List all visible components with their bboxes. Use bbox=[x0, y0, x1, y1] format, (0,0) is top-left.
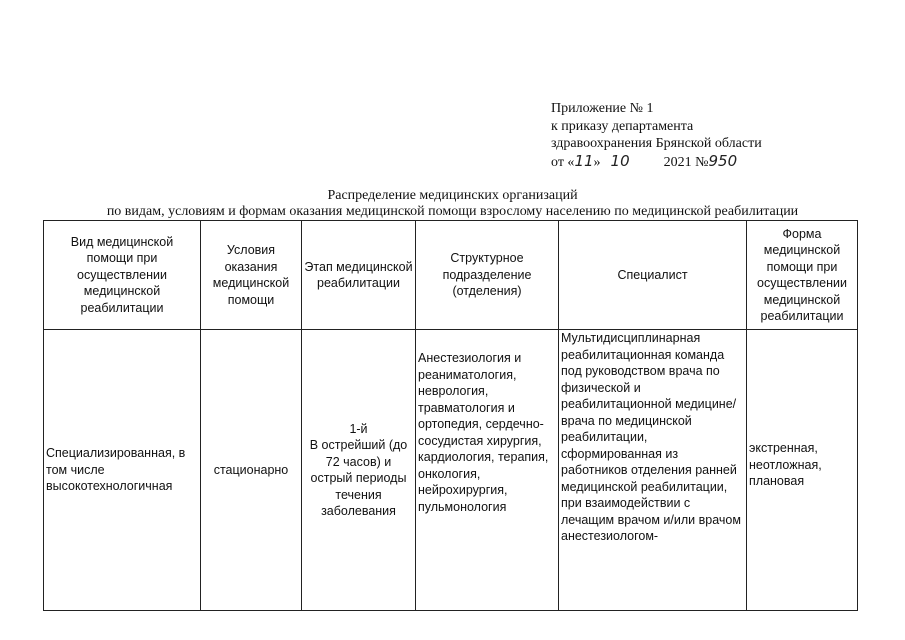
cell-units: Анестезиология и реаниматология, неврология, травматология и ортопедия, сердечно-сосудистая хирургия, кардиология, терапия, онкология, нейрохирургия, пульмонология bbox=[416, 330, 559, 611]
date-year: 2021 № bbox=[663, 154, 709, 170]
header-conditions: Условия оказания медицинской помощи bbox=[201, 221, 302, 330]
cell-stage bbox=[302, 330, 416, 611]
document-title bbox=[40, 188, 865, 219]
date-day-handwritten: 11 bbox=[574, 151, 594, 170]
order-number-handwritten: 950 bbox=[708, 151, 738, 170]
title-line-2: по видам, условиям и формам оказания медицинской помощи взрослому населению по медицинской реабилитации bbox=[106, 203, 799, 219]
header-care-type: Вид медицинской помощи при осуществлении медицинской реабилитации bbox=[44, 221, 201, 330]
header-stage: Этап медицинской реабилитации bbox=[302, 221, 416, 330]
date-mid: » bbox=[593, 154, 601, 170]
cell-specialist: Мультидисциплинарная реабилитационная команда под руководством врача по физической и реабилитационной медицине/ врача по медицинской реабилитации, сформированная из работников отделения ранней медицинской реабилитации, при взаимодействии с лечащим врачом и/или врачом анестезиологом- bbox=[559, 330, 747, 611]
header-specialist: Специалист bbox=[559, 221, 747, 330]
stage-number: 1-й bbox=[349, 421, 368, 436]
table-row bbox=[44, 330, 858, 611]
cell-form: экстренная, неотложная, плановая bbox=[747, 330, 858, 611]
appendix-line-3: здравоохранения Брянской области bbox=[551, 136, 762, 151]
date-prefix: от « bbox=[551, 154, 575, 170]
table-header-row bbox=[44, 221, 858, 330]
header-form: Форма медицинской помощи при осуществлении медицинской реабилитации bbox=[747, 221, 858, 330]
appendix-block bbox=[551, 100, 762, 171]
title-line-1: Распределение медицинских организаций bbox=[327, 188, 578, 203]
distribution-table bbox=[43, 220, 858, 611]
header-units: Структурное подразделение (отделения) bbox=[416, 221, 559, 330]
cell-conditions: стационарно bbox=[201, 330, 302, 611]
appendix-line-1: Приложение № 1 bbox=[551, 101, 654, 116]
stage-description: В острейший (до 72 часов) и острый периоды течения заболевания bbox=[309, 438, 408, 518]
order-date-line bbox=[551, 153, 762, 172]
appendix-line-2: к приказу департамента bbox=[551, 118, 694, 134]
date-month-handwritten: 10 bbox=[610, 151, 630, 170]
cell-care-type: Специализированная, в том числе высокотехнологичная bbox=[44, 330, 201, 611]
